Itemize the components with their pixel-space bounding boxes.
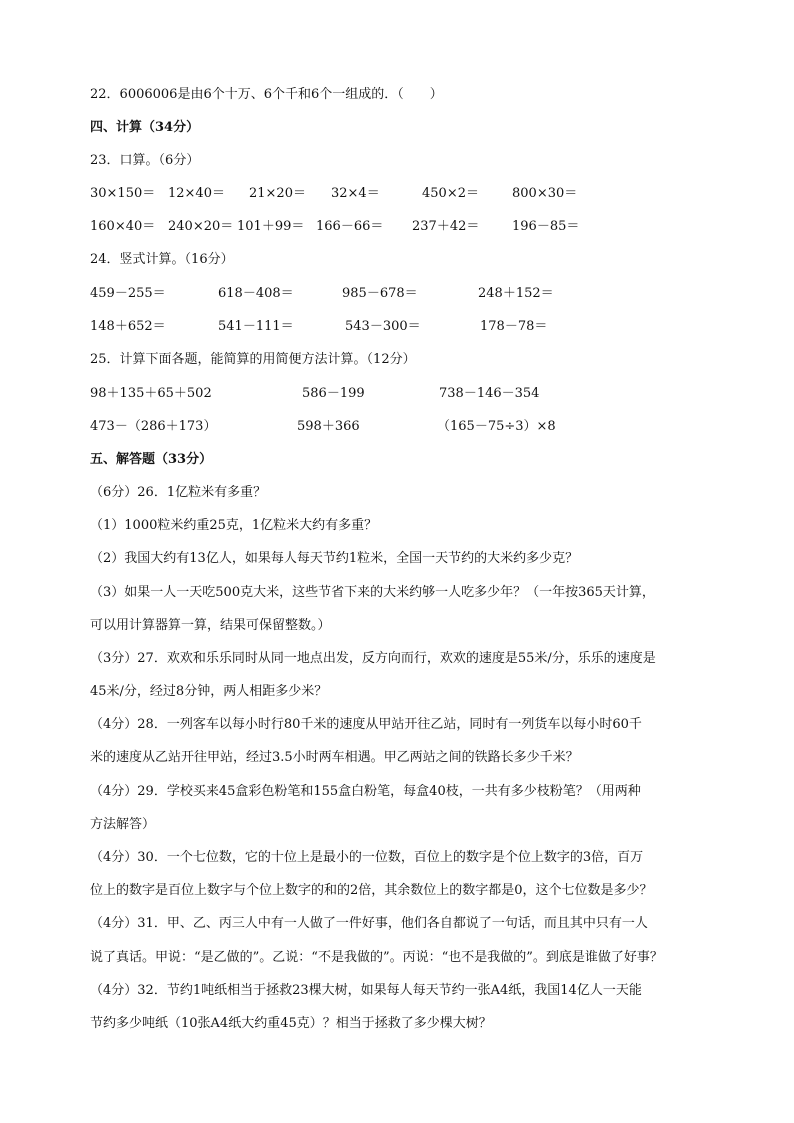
question-27-line-2: 45米/分，经过8分钟，两人相距多少米？ xyxy=(90,684,328,699)
q23-item: 240×20＝ xyxy=(168,219,234,234)
q23-item: 101＋99＝ xyxy=(237,219,305,234)
question-23-heading: 23．口算。（6分） xyxy=(90,153,200,168)
q24-item: 618－408＝ xyxy=(218,286,294,301)
q23-item: 166－66＝ xyxy=(316,219,384,234)
q25-item: 598＋366 xyxy=(297,419,360,434)
question-28-line-1: （4分）28．一列客车以每小时行80千米的速度从甲站开往乙站，同时有一列货车以每小时60千 xyxy=(90,717,642,732)
question-26-part-2: （2）我国大约有13亿人，如果每人每天节约1粒米，全国一天节约的大米约多少克？ xyxy=(90,551,579,566)
question-27-line-1: （3分）27．欢欢和乐乐同时从同一地点出发，反方向而行，欢欢的速度是55米/分，乐乐的速度是 xyxy=(90,651,656,666)
q23-item: 30×150＝ xyxy=(90,186,156,201)
q23-item: 237＋42＝ xyxy=(412,219,480,234)
question-29-line-2: 方法解答） xyxy=(90,817,156,832)
question-30-line-2: 位上的数字是百位上数字与个位上数字的和的2倍，其余数位上的数字都是0，这个七位数是多少？ xyxy=(90,883,653,898)
question-32-line-1: （4分）32．节约1吨纸相当于拯救23棵大树，如果每人每天节约一张A4纸，我国14亿人一天能 xyxy=(90,983,642,998)
question-24-heading: 24．竖式计算。（16分） xyxy=(90,252,234,267)
q24-item: 543－300＝ xyxy=(345,319,421,334)
question-30-line-1: （4分）30．一个七位数，它的十位上是最小的一位数，百位上的数字是个位上数字的3倍，百万 xyxy=(90,850,644,865)
question-32-line-2: 节约多少吨纸（10张A4纸大约重45克）？相当于拯救了多少棵大树？ xyxy=(90,1016,492,1031)
section-5-heading: 五、解答题（33分） xyxy=(90,452,213,467)
q24-item: 985－678＝ xyxy=(342,286,418,301)
q25-item: 473－（286＋173） xyxy=(90,419,217,434)
question-29-line-1: （4分）29．学校买来45盒彩色粉笔和155盒白粉笔，每盒40枝，一共有多少枝粉笔？（用两种 xyxy=(90,784,641,799)
q25-item: （165－75÷3）×8 xyxy=(437,419,556,434)
q25-item: 98＋135＋65＋502 xyxy=(90,386,212,401)
q24-item: 148＋652＝ xyxy=(90,319,166,334)
q23-item: 21×20＝ xyxy=(249,186,306,201)
q23-item: 800×30＝ xyxy=(512,186,578,201)
question-26: （6分）26．1亿粒米有多重？ xyxy=(90,485,267,500)
q23-item: 32×4＝ xyxy=(331,186,380,201)
q23-item: 160×40＝ xyxy=(90,219,156,234)
question-22: 22．6006006是由6个十万、6个千和6个一组成的．（ ） xyxy=(90,87,443,102)
q24-item: 178－78＝ xyxy=(480,319,548,334)
q23-item: 196－85＝ xyxy=(512,219,580,234)
question-28-line-2: 米的速度从乙站开往甲站，经过3.5小时两车相遇。甲乙两站之间的铁路长多少千米？ xyxy=(90,750,579,765)
question-26-part-3-line-2: 可以用计算器算一算，结果可保留整数。） xyxy=(90,618,331,633)
question-26-part-1: （1）1000粒米约重25克，1亿粒米大约有多重？ xyxy=(90,518,378,533)
q23-item: 450×2＝ xyxy=(422,186,479,201)
q23-item: 12×40＝ xyxy=(168,186,225,201)
question-26-part-3-line-1: （3）如果一人一天吃500克大米，这些节省下来的大米约够一人吃多少年？（一年按365天计算， xyxy=(90,585,655,600)
question-25-heading: 25．计算下面各题，能简算的用简便方法计算。（12分） xyxy=(90,352,416,367)
q25-item: 738－146－354 xyxy=(439,386,540,401)
question-31-line-2: 说了真话。甲说：“是乙做的”。乙说：“不是我做的”。丙说：“也不是我做的”。到底是谁做了好事？ xyxy=(90,950,663,965)
section-4-heading: 四、计算（34分） xyxy=(90,120,200,135)
q24-item: 248＋152＝ xyxy=(478,286,554,301)
q24-item: 459－255＝ xyxy=(90,286,166,301)
question-31-line-1: （4分）31．甲、乙、丙三人中有一人做了一件好事，他们各自都说了一句话，而且其中只有一人 xyxy=(90,916,648,931)
q24-item: 541－111＝ xyxy=(218,319,294,334)
q25-item: 586－199 xyxy=(302,386,365,401)
